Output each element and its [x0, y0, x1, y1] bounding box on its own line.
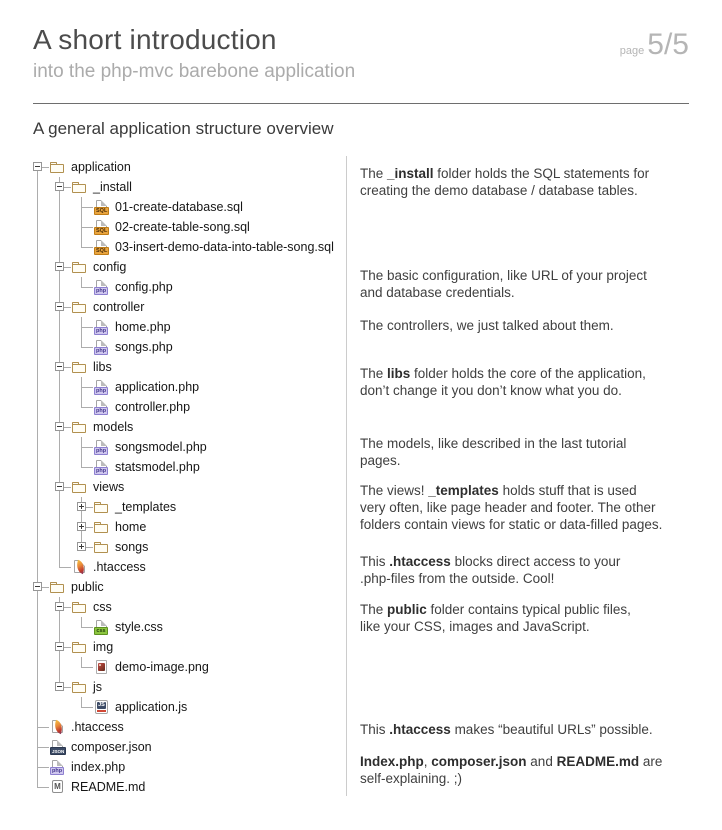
tree-guide-line: [59, 617, 60, 637]
tree-item: [27, 597, 334, 617]
explanation-paragraph: The basic configuration, like URL of your project and database credentials.: [360, 268, 647, 300]
folder-icon: [71, 419, 88, 436]
tree-guide-line: [81, 287, 93, 288]
js-file-icon: JS: [93, 699, 110, 716]
tree-guide-line: [81, 707, 93, 708]
tree-guide-line: [59, 377, 60, 397]
tree-guide-line: [81, 447, 82, 457]
tree-collapse-icon[interactable]: [33, 162, 42, 171]
tree-guide-line: [37, 317, 38, 337]
tree-guide-line: [59, 497, 60, 517]
tree-guide-line: [37, 747, 49, 748]
tree-item-label: demo-image.png: [115, 659, 209, 674]
tree-item-label: .htaccess: [93, 559, 146, 574]
tree-item-label: public: [71, 579, 104, 594]
php-file-icon: php: [93, 319, 110, 336]
tree-item: [27, 557, 334, 577]
explanation-paragraph: The _install folder holds the SQL statements for creating the demo database / database tables.: [360, 166, 650, 198]
explanation-paragraph: The public folder contains typical public files, like your CSS, images and JavaScript.: [360, 602, 631, 634]
folder-icon: [93, 499, 110, 516]
tree-item-label: _install: [93, 179, 132, 194]
explanation-paragraph: This .htaccess blocks direct access to your .php-files from the outside. Cool!: [360, 554, 621, 586]
page-indicator: [620, 28, 689, 62]
tree-guide-line: [81, 387, 82, 397]
tree-guide-line: [59, 657, 60, 677]
tree-item-label: config: [93, 259, 127, 274]
folder-icon: [93, 539, 110, 556]
tree-collapse-icon[interactable]: [55, 682, 64, 691]
tree-guide-line: [59, 397, 60, 417]
tree-guide-line: [37, 727, 38, 737]
tree-guide-line: [37, 637, 38, 657]
tree-guide-line: [81, 207, 93, 208]
tree-item: [27, 357, 334, 377]
tree-item: [27, 537, 334, 557]
tree-guide-line: [81, 197, 82, 207]
tree-guide-line: [37, 377, 38, 397]
tree-collapse-icon[interactable]: [55, 482, 64, 491]
php-file-icon: php: [93, 339, 110, 356]
page-label: page: [619, 45, 645, 57]
tree-guide-line: [59, 437, 60, 457]
tree-item: [27, 217, 334, 237]
tree-guide-line: [37, 727, 49, 728]
tree-item-label: .htaccess: [71, 719, 124, 734]
sql-file-icon: SQL: [93, 219, 110, 236]
explanation-paragraph: The controllers, we just talked about them.: [360, 318, 614, 333]
htaccess-file-icon: [49, 719, 66, 736]
tree-item: [27, 377, 334, 397]
css-file-icon: css: [93, 619, 110, 636]
tree-item-label: index.php: [71, 759, 126, 774]
tree-item: [27, 457, 334, 477]
tree-guide-line: [37, 697, 38, 717]
tree-item: [27, 197, 334, 217]
tree-guide-line: [37, 257, 38, 277]
tree-item: [27, 337, 334, 357]
tree-guide-line: [81, 217, 82, 227]
tree-collapse-icon[interactable]: [55, 302, 64, 311]
tree-guide-line: [37, 777, 38, 787]
tree-item-label: style.css: [115, 619, 163, 634]
tree-guide-line: [81, 227, 82, 237]
tree-guide-line: [59, 517, 60, 537]
tree-guide-line: [59, 197, 60, 217]
tree-guide-line: [59, 277, 60, 297]
tree-guide-line: [81, 657, 82, 667]
tree-item: [27, 577, 334, 597]
tree-item-label: controller: [93, 299, 145, 314]
tree-guide-line: [59, 317, 60, 337]
tree-guide-line: [81, 407, 93, 408]
column-divider: [346, 156, 347, 796]
folder-icon: [93, 519, 110, 536]
php-file-icon: php: [93, 279, 110, 296]
tree-guide-line: [81, 697, 82, 707]
tree-guide-line: [37, 677, 38, 697]
tree-item: [27, 417, 334, 437]
tree-guide-line: [59, 457, 60, 477]
tree-guide-line: [37, 717, 38, 727]
tree-guide-line: [37, 477, 38, 497]
tree-item: [27, 177, 334, 197]
tree-guide-line: [37, 747, 38, 757]
tree-collapse-icon[interactable]: [55, 642, 64, 651]
folder-icon: [71, 299, 88, 316]
tree-item: [27, 757, 334, 777]
tree-item: [27, 737, 334, 757]
tree-item: [27, 157, 334, 177]
tree-item: [27, 637, 334, 657]
page-number: 5/5: [647, 28, 689, 61]
tree-collapse-icon[interactable]: [55, 602, 64, 611]
tree-item-label: application.php: [115, 379, 200, 394]
tree-item-label: songs: [115, 539, 149, 554]
tree-collapse-icon[interactable]: [55, 182, 64, 191]
tree-guide-line: [81, 397, 82, 407]
tree-item-label: application.js: [115, 699, 188, 714]
image-file-icon: [93, 659, 110, 676]
tree-guide-line: [37, 237, 38, 257]
explanation-paragraph: The views! _templates holds stuff that is used very often, like page header and footer. The other folders contain views for static or data-filled pages.: [360, 483, 663, 532]
tree-guide-line: [37, 437, 38, 457]
tree-item: [27, 437, 334, 457]
tree-guide-line: [81, 457, 82, 467]
tree-guide-line: [37, 757, 38, 767]
tree-guide-line: [37, 497, 38, 517]
tree-guide-line: [81, 327, 82, 337]
tree-item-label: 01-create-database.sql: [115, 199, 243, 214]
tree-item-label: css: [93, 599, 112, 614]
tree-guide-line: [37, 767, 38, 777]
tree-guide-line: [59, 537, 60, 557]
tree-item-label: statsmodel.php: [115, 459, 200, 474]
file-tree: [27, 157, 334, 797]
section-title: A general application structure overview: [33, 119, 334, 138]
tree-collapse-icon[interactable]: [55, 362, 64, 371]
folder-icon: [71, 359, 88, 376]
tree-guide-line: [81, 317, 82, 327]
tree-expand-icon[interactable]: [77, 542, 86, 551]
php-file-icon: php: [93, 459, 110, 476]
tree-collapse-icon[interactable]: [55, 262, 64, 271]
tree-item: [27, 617, 334, 637]
tree-guide-line: [59, 337, 60, 357]
tree-item: [27, 297, 334, 317]
tree-item: [27, 677, 334, 697]
tree-guide-line: [81, 277, 82, 287]
tree-item-label: songsmodel.php: [115, 439, 207, 454]
tree-guide-line: [37, 657, 38, 677]
page-subtitle: into the php-mvc barebone application: [33, 61, 356, 82]
php-file-icon: php: [93, 439, 110, 456]
folder-icon: [71, 179, 88, 196]
tree-guide-line: [37, 537, 38, 557]
tree-item-label: home: [115, 519, 147, 534]
tree-guide-line: [59, 237, 60, 257]
tree-item-label: songs.php: [115, 339, 173, 354]
folder-icon: [71, 599, 88, 616]
tree-guide-line: [59, 567, 71, 568]
markdown-file-icon: M: [49, 779, 66, 796]
tree-guide-line: [81, 207, 82, 217]
tree-guide-line: [37, 337, 38, 357]
explanation-paragraph: The libs folder holds the core of the application, don’t change it you don’t know what you do.: [360, 366, 646, 398]
tree-guide-line: [81, 247, 93, 248]
tree-guide-line: [81, 447, 93, 448]
tree-guide-line: [37, 597, 38, 617]
tree-guide-line: [37, 177, 38, 197]
tree-guide-line: [81, 387, 93, 388]
tree-collapse-icon[interactable]: [55, 422, 64, 431]
tree-guide-line: [81, 667, 93, 668]
tree-item-label: models: [93, 419, 134, 434]
tree-item-label: README.md: [71, 779, 146, 794]
tree-item: [27, 257, 334, 277]
tree-item-label: libs: [93, 359, 112, 374]
tree-guide-line: [81, 327, 93, 328]
tree-guide-line: [37, 397, 38, 417]
tree-guide-line: [81, 227, 93, 228]
tree-item-label: js: [93, 679, 103, 694]
tree-item-label: composer.json: [71, 739, 152, 754]
tree-item: [27, 277, 334, 297]
tree-guide-line: [37, 357, 38, 377]
tree-item: [27, 717, 334, 737]
tree-guide-line: [37, 517, 38, 537]
tree-item-label: controller.php: [115, 399, 191, 414]
php-file-icon: php: [93, 379, 110, 396]
sql-file-icon: SQL: [93, 199, 110, 216]
tree-item-label: views: [93, 479, 125, 494]
tree-item-label: 03-insert-demo-data-into-table-song.sql: [115, 239, 334, 254]
tree-item-label: config.php: [115, 279, 173, 294]
tree-guide-line: [37, 217, 38, 237]
tree-expand-icon[interactable]: [77, 502, 86, 511]
json-file-icon: JSON: [49, 739, 66, 756]
tree-guide-line: [81, 617, 82, 627]
explanation-paragraph: This .htaccess makes “beautiful URLs” possible.: [360, 722, 653, 737]
tree-item: [27, 317, 334, 337]
sql-file-icon: SQL: [93, 239, 110, 256]
tree-item-label: 02-create-table-song.sql: [115, 219, 250, 234]
tree-guide-line: [37, 197, 38, 217]
php-file-icon: php: [49, 759, 66, 776]
header-divider: [33, 103, 689, 104]
tree-guide-line: [81, 467, 93, 468]
tree-item: [27, 477, 334, 497]
tree-guide-line: [81, 437, 82, 447]
folder-icon: [49, 579, 66, 596]
tree-item: [27, 657, 334, 677]
tree-guide-line: [37, 277, 38, 297]
tree-guide-line: [37, 457, 38, 477]
page-title: A short introduction: [33, 24, 277, 55]
tree-guide-line: [37, 557, 38, 577]
folder-icon: [49, 159, 66, 176]
tree-guide-line: [81, 347, 93, 348]
tree-item: [27, 237, 334, 257]
tree-expand-icon[interactable]: [77, 522, 86, 531]
tree-guide-line: [37, 417, 38, 437]
tree-item-label: _templates: [115, 499, 177, 514]
tree-item: [27, 497, 334, 517]
folder-icon: [71, 639, 88, 656]
tree-guide-line: [37, 737, 38, 747]
folder-icon: [71, 479, 88, 496]
tree-guide-line: [81, 627, 93, 628]
tree-guide-line: [37, 617, 38, 637]
tree-item-label: application: [71, 159, 131, 174]
tree-guide-line: [37, 787, 49, 788]
tree-guide-line: [81, 377, 82, 387]
tree-item: [27, 517, 334, 537]
tree-guide-line: [81, 237, 82, 247]
tree-guide-line: [37, 297, 38, 317]
tree-guide-line: [59, 217, 60, 237]
tree-guide-line: [59, 557, 60, 567]
tree-item: [27, 777, 334, 797]
folder-icon: [71, 679, 88, 696]
tree-collapse-icon[interactable]: [33, 582, 42, 591]
tree-item: [27, 697, 334, 717]
tree-guide-line: [81, 337, 82, 347]
php-file-icon: php: [93, 399, 110, 416]
htaccess-file-icon: [71, 559, 88, 576]
tree-item-label: img: [93, 639, 114, 654]
tree-item: [27, 397, 334, 417]
folder-icon: [71, 259, 88, 276]
tree-item-label: home.php: [115, 319, 171, 334]
tree-guide-line: [37, 767, 49, 768]
explanation-paragraph: The models, like described in the last tutorial pages.: [360, 436, 627, 468]
explanation-paragraph: Index.php, composer.json and README.md are self-explaining. ;): [360, 754, 663, 786]
